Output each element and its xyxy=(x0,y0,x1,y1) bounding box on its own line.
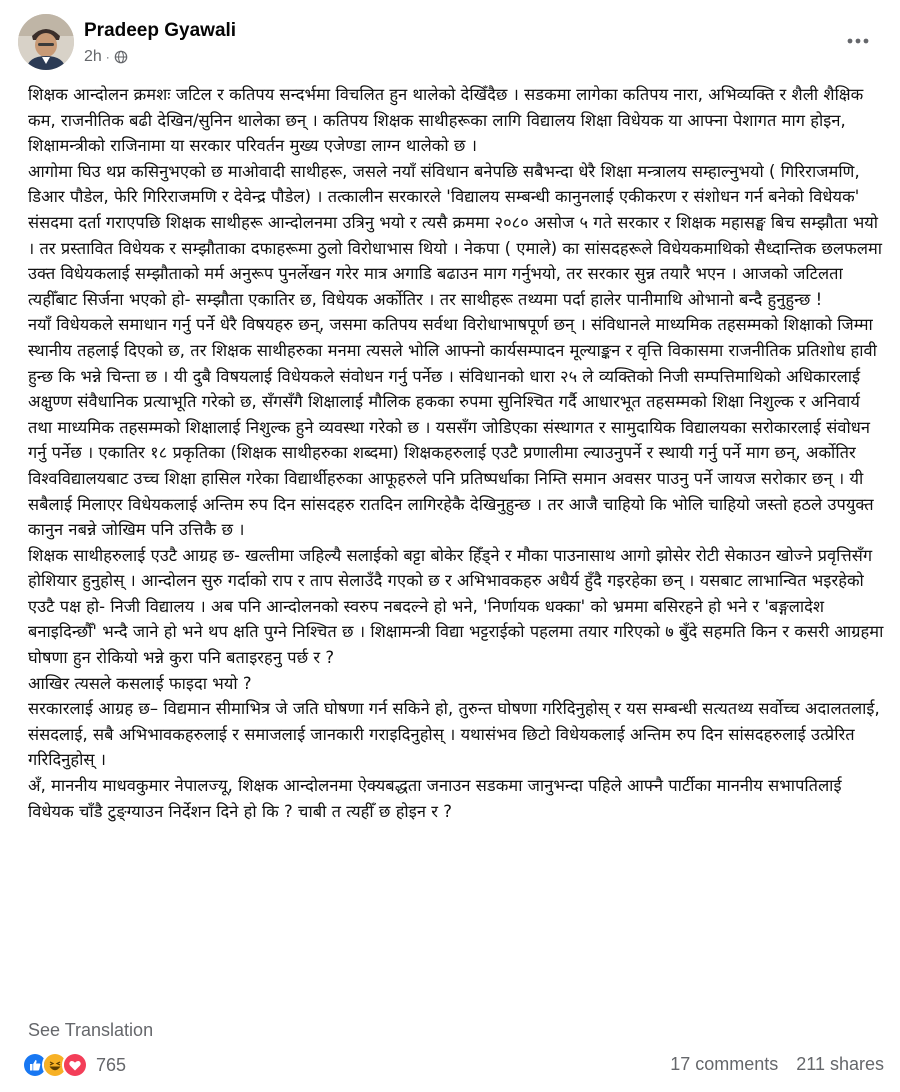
post-paragraph-1: शिक्षक आन्दोलन क्रमशः जटिल र कतिपय सन्दर्भमा विचलित हुन थालेको देखिँदैछ । सडकमा लागेका कतिपय नारा, अभिव्यक्ति र शैली शैक्षिक कम, राजनीतिक बढी देखिन/सुनिन थालेका छन् । कतिपय शिक्षक साथीहरूका लागि विद्यालय शिक्षा विधेयक या आफ्ना पेशागत माग होइन, शिक्षामन्त्रीको राजिनामा या सरकार परिवर्तन मुख्य एजेण्डा लाग्न थालेको छ । xyxy=(28,85,864,156)
meta-separator: · xyxy=(105,50,110,64)
post-paragraph-2: आगोमा घिउ थप्न कसिनुभएको छ माओवादी साथीहरू, जसले नयाँ संविधान बनेपछि सबैभन्दा धेरै शिक्षा मन्त्रालय सम्हाल्नुभयो ( गिरिराजमणि, डिआर पौडेल, फेरि गिरिराजमणि र देवेन्द्र पौडेल) । तत्कालीन सरकारले 'विद्यालय सम्बन्धी कानुनलाई एकीकरण र संशोधन गर्न बनेको विधेयक' संसदमा दर्ता गराएपछि शिक्षक साथीहरू आन्दोलनमा उत्रिनु भयो र त्यसै क्रममा २०८० असोज ५ गते सरकार र शिक्षक महासङ्घ बिच सम्झौता भयो । तर प्रस्तावित विधेयक र सम्झौताका दफाहरूमा ठुलो विरोधाभास थियो । नेकपा ( एमाले) का सांसदहरूले विधेयकमाथिको सैध्दान्तिक छलफलमा उक्त विधेयकलाई सम्झौताको मर्म अनुरूप पुनर्लेखन गरेर मात्र अगाडि बढाउन माग गर्नुभयो, तर सरकार सुन्न तयारै भएन । आजको जटिलता त्यहीँबाट सिर्जना भएको हो- सम्झौता एकातिर छ, विधेयक अर्कोतिर । तर साथीहरू तथ्यमा पर्दा हालेर पानीमाथि ओभानो बन्दै हुनुहुन्छ ! xyxy=(28,161,883,309)
love-reaction-icon xyxy=(62,1052,88,1078)
post-meta xyxy=(84,48,128,66)
post-footer xyxy=(22,1052,884,1082)
shares-count[interactable]: 211 shares xyxy=(796,1054,884,1074)
more-horizontal-icon xyxy=(846,37,870,45)
avatar[interactable] xyxy=(18,14,74,70)
post-header xyxy=(18,14,882,70)
post-paragraph-6: सरकारलाई आग्रह छ– विद्यमान सीमाभित्र जे जति घोषणा गर्न सकिने हो, तुरुन्त घोषणा गरिदिनुहोस् र यस सम्बन्धी सत्यतथ्य सर्वोच्च अदालतलाई, संसदलाई, सबै अभिभावकहरुलाई र समाजलाई जानकारी गराइदिनुहोस् । यथासंभव छिटो विधेयकलाई अन्तिम रुप दिन सांसदहरुलाई उत्प्रेरित गरिदिनुहोस् । xyxy=(28,699,880,770)
post-time[interactable]: 2h xyxy=(84,48,102,65)
engagement-stats xyxy=(670,1054,884,1075)
post-paragraph-7: अँ, माननीय माधवकुमार नेपालज्यू, शिक्षक आन्दोलनमा ऐक्यबद्धता जनाउन सडकमा जानुभन्दा पहिले आफ्नै पार्टीका माननीय सभापतिलाई विधेयक चाँडै टुङ्ग्याउन निर्देशन दिने हो कि ? चाबी त त्यहीँ छ होइन र ? xyxy=(28,776,842,821)
post-paragraph-5: आखिर त्यसले कसलाई फाइदा भयो ? xyxy=(28,673,252,693)
see-translation-link[interactable]: See Translation xyxy=(28,1020,154,1040)
comments-count[interactable]: 17 comments xyxy=(670,1054,779,1074)
post-paragraph-3: नयाँ विधेयकले समाधान गर्नु पर्ने धेरै विषयहरु छन्, जसमा कतिपय सर्वथा विरोधाभाषपूर्ण छन् । संविधानले माध्यमिक तहसम्मको शिक्षाको जिम्मा स्थानीय तहलाई दिएको छ, तर शिक्षक साथीहरुका मनमा त्यसले भोलि आफ्नो कार्यसम्पादन मूल्याङ्कन र वृत्ति विकासमा राजनीतिक प्रतिशोध हावी हुन्छ कि भन्ने चिन्ता छ । यी दुबै विषयलाई विधेयकले संवोधन गर्नु पर्नेछ । संविधानको धारा २५ ले व्यक्तिको निजी सम्पत्तिमाथिको अधिकारलाई अक्षुण्ण संवैधानिक प्रत्याभूति गरेको छ, सँगसँगै शिक्षालाई मौलिक हकका रुपमा सुनिश्चित गर्दै आधारभूत तहसम्मको शिक्षा निशुल्क र अनिवार्य तथा माध्यमिक तहसम्मको शिक्षालाई निशुल्क हुने व्यवस्था गरेको छ । यससँग जोडिएका संस्थागत र सामुदायिक विद्यालयका सरोकारलाई संवोधन गर्नु पर्नेछ । एकातिर १८ प्रकृतिका (शिक्षक साथीहरुका शब्दमा) शिक्षकहरुलाई एउटै प्रणालीमा ल्याउनुपर्ने र स्थायी गर्नु पर्ने माग छन्, अर्कोतिर विश्वविद्यालयबाट उच्च शिक्षा हासिल गरेका विद्यार्थीहरुका आफूहरुले पनि प्रतिष्पर्धाका निम्ति समान अवसर पाउनु पर्ने जायज सरोकार छन् । यी सबैलाई मिलाएर विधेयकलाई अन्तिम रुप दिन सांसदहरु रातदिन लागिरहेकै देखिनुहुन्छ । तर आजै चाहियो कि भोलि चाहियो जस्तो हठले उपयुक्त कानुन नबन्ने जोखिम पनि उत्तिकै छ । xyxy=(28,315,877,540)
more-options-button[interactable] xyxy=(838,26,878,56)
reactions-summary[interactable] xyxy=(22,1052,126,1078)
avatar-photo xyxy=(18,14,74,70)
author-name[interactable]: Pradeep Gyawali xyxy=(84,20,237,41)
globe-icon[interactable] xyxy=(114,50,128,64)
post-text xyxy=(28,82,888,824)
post-paragraph-4: शिक्षक साथीहरुलाई एउटै आग्रह छ- खल्तीमा जहिल्यै सलाईको बट्टा बोकेर हिँड्ने र मौका पाउनासाथ आगो झोसेर रोटी सेकाउन खोज्ने प्रवृत्तिसँग होशियार हुनुहोस् । आन्दोलन सुरु गर्दाको राप र ताप सेलाउँदै गएको छ र अभिभावकहरु अधैर्य हुँदै गइरहेका छन् । यसबाट लाभान्वित भइरहेको एउटै पक्ष हो- निजी विद्यालय । अब पनि आन्दोलनको स्वरुप नबदल्ने हो भने, 'निर्णायक धक्का' को भ्रममा बसिरहने हो भने र 'बङ्गलादेश बनाइदिन्छौँ' भन्दै जाने हो भने थप क्षति पुग्ने निश्चित छ । शिक्षामन्त्री विद्या भट्टराईको पहलमा तयार गरिएको ७ बुँदे सहमति किन र कसरी आग्रहमा घोषणा हुन रोकियो भन्ने कुरा पनि बताइरहनु पर्छ र ? xyxy=(28,545,884,668)
reaction-count: 765 xyxy=(96,1054,127,1075)
